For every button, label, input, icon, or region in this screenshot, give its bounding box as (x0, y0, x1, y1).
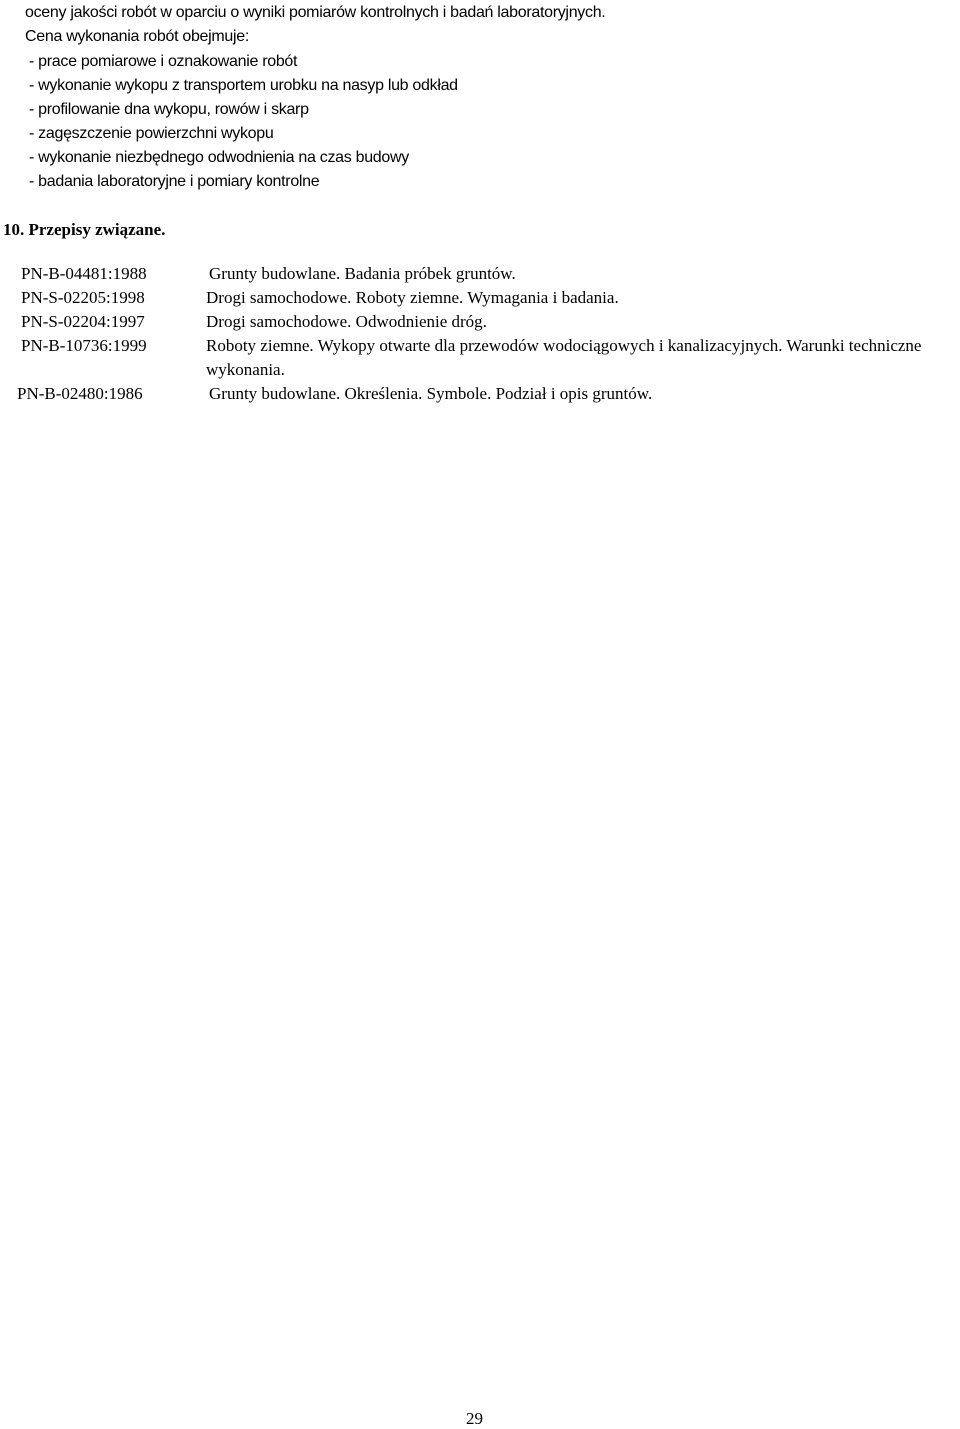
standard-description: Drogi samochodowe. Odwodnienie dróg. (206, 312, 487, 331)
standard-description: Roboty ziemne. Wykopy otwarte dla przewodów wodociągowych i kanalizacyjnych. Warunki techniczne wykonania. (206, 336, 922, 379)
standard-code: PN-B-10736:1999 (21, 336, 147, 355)
standard-description: Grunty budowlane. Określenia. Symbole. Podział i opis gruntów. (209, 384, 653, 403)
standard-code: PN-B-04481:1988 (21, 264, 147, 283)
intro-line: - profilowanie dna wykopu, rowów i skarp (29, 101, 309, 118)
intro-line: - wykonanie niezbędnego odwodnienia na czas budowy (29, 149, 409, 166)
standard-description: Drogi samochodowe. Roboty ziemne. Wymagania i badania. (206, 288, 619, 307)
intro-line: oceny jakości robót w oparciu o wyniki pomiarów kontrolnych i badań laboratoryjnych. (25, 4, 606, 21)
standard-description: Grunty budowlane. Badania próbek gruntów. (209, 264, 516, 283)
intro-line: Cena wykonania robót obejmuje: (25, 28, 250, 45)
intro-line: - badania laboratoryjne i pomiary kontrolne (29, 173, 320, 190)
intro-line: - wykonanie wykopu z transportem urobku na nasyp lub odkład (29, 77, 458, 94)
page-number: 29 (466, 1409, 483, 1428)
intro-line: - prace pomiarowe i oznakowanie robót (29, 53, 298, 70)
standard-code: PN-B-02480:1986 (17, 384, 143, 403)
intro-line: - zagęszczenie powierzchni wykopu (29, 125, 274, 142)
standard-code: PN-S-02205:1998 (21, 288, 145, 307)
section-heading: 10. Przepisy związane. (3, 220, 166, 239)
standard-code: PN-S-02204:1997 (21, 312, 145, 331)
